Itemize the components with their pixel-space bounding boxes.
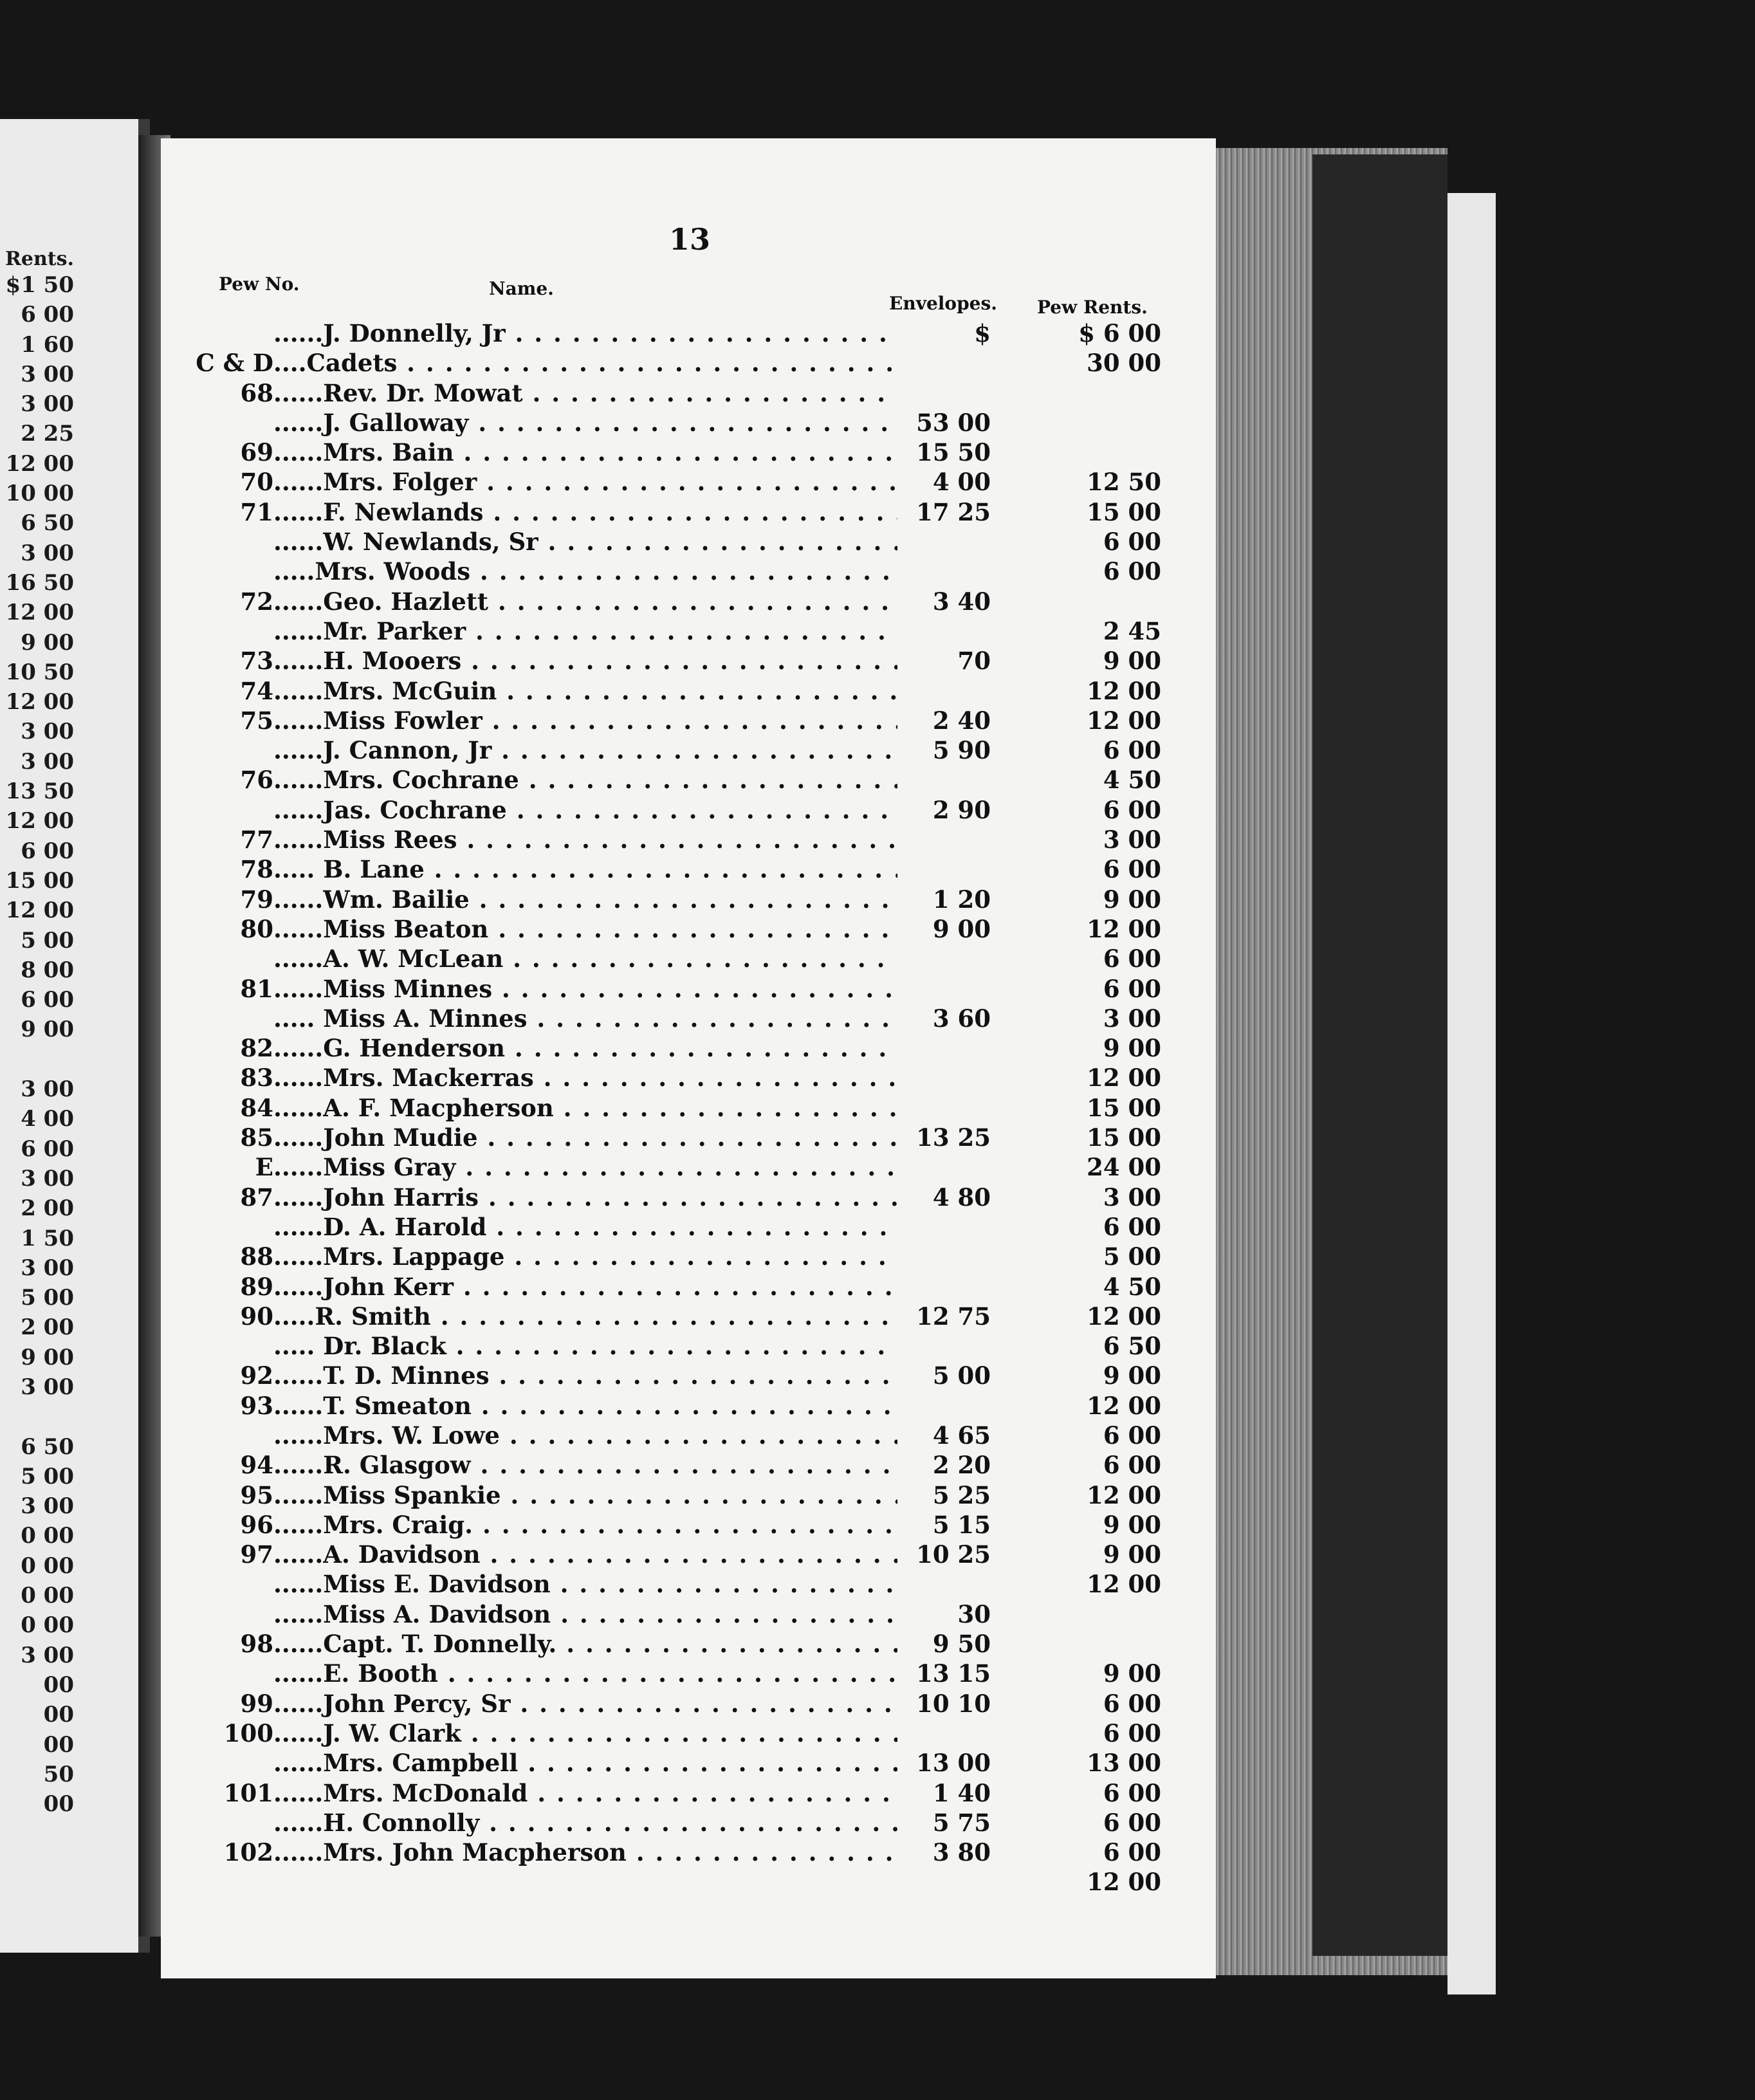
member-name: ......Wm. Bailie . . . <box>273 885 897 914</box>
member-name: ......J. W. Clark . . . <box>273 1718 897 1748</box>
pew-rent-amount: 6 00 <box>1103 974 1161 1003</box>
previous-page-rent-amount: 3 00 <box>21 1255 74 1281</box>
previous-page-rent-amount: 0 00 <box>21 1583 74 1609</box>
pew-rent-amount: 24 00 <box>1087 1153 1161 1182</box>
pew-rent-amount: 6 50 <box>1103 1332 1161 1361</box>
pew-rent-amount: 6 00 <box>1103 557 1161 586</box>
ledger-row <box>0 1183 1209 1212</box>
envelopes-amount: 3 60 <box>932 1004 991 1033</box>
ledger-row <box>0 1569 1209 1599</box>
ledger-row <box>0 587 1209 616</box>
previous-page-rent-amount: $1 50 <box>5 272 74 298</box>
pew-rent-amount: 12 00 <box>1087 1302 1161 1331</box>
pew-number: 81 <box>240 974 273 1003</box>
pew-number: 75 <box>240 706 273 735</box>
pew-number: 68 <box>240 378 273 407</box>
member-name: ......Jas. Cochrane . . . <box>273 795 897 825</box>
envelopes-amount: 4 65 <box>932 1421 991 1450</box>
ledger-row <box>0 885 1209 914</box>
ledger-row <box>0 1361 1209 1390</box>
previous-page-rent-amount: 3 00 <box>21 1493 74 1520</box>
pew-rent-amount: 6 00 <box>1103 795 1161 824</box>
member-name: ......Geo. Hazlett . . . <box>273 587 897 616</box>
ledger-row <box>0 974 1209 1004</box>
member-name: ..... Miss A. Minnes . . . <box>273 1004 897 1033</box>
pew-rent-amount: 6 00 <box>1103 1838 1161 1867</box>
ledger-row <box>0 497 1209 527</box>
envelopes-amount: 13 00 <box>916 1749 991 1778</box>
pew-number-header: Pew No. <box>219 273 300 295</box>
ledger-row <box>0 646 1209 676</box>
ledger-row <box>0 1272 1209 1302</box>
member-name: ......Mr. Parker . . . <box>273 616 897 646</box>
envelopes-amount: 1 20 <box>932 885 991 914</box>
ledger-row <box>0 944 1209 973</box>
pew-number: 72 <box>240 587 273 616</box>
member-name: ......Mrs. Folger . . . <box>273 467 897 497</box>
previous-page-rent-amount: 3 00 <box>21 1165 74 1192</box>
member-name: ......Mrs. McDonald . . . <box>273 1778 897 1808</box>
member-name: ......Miss Fowler . . . <box>273 706 897 735</box>
ledger-row <box>0 1480 1209 1510</box>
envelopes-amount: 2 20 <box>932 1451 991 1480</box>
ledger-row <box>0 825 1209 854</box>
ledger-row <box>0 1867 1209 1897</box>
previous-page-rent-amount: 12 00 <box>5 450 74 477</box>
member-name: ......John Harris . . . <box>273 1183 897 1212</box>
member-name: ......A. Davidson . . . <box>273 1540 897 1569</box>
pew-rent-amount: 12 00 <box>1087 1570 1161 1599</box>
pew-number: 99 <box>240 1689 273 1718</box>
ledger-row <box>0 676 1209 706</box>
member-name: ......Miss Rees . . . <box>273 825 897 854</box>
member-name: ......F. Newlands . . . <box>273 497 897 527</box>
envelopes-amount: $ <box>974 319 991 347</box>
previous-page-rent-amount: 3 00 <box>21 540 74 566</box>
envelopes-amount: 2 40 <box>932 706 991 735</box>
pew-rent-amount: 9 00 <box>1103 1659 1161 1688</box>
previous-page-rent-amount: 9 00 <box>21 1017 74 1043</box>
pew-rent-amount: 9 00 <box>1103 1510 1161 1539</box>
pew-rent-amount: 12 00 <box>1087 1064 1161 1092</box>
ledger-entries <box>0 318 1209 1897</box>
member-name: ......H. Mooers . . . <box>273 646 897 676</box>
book-block-shadow <box>1312 154 1447 1956</box>
pew-number: 93 <box>240 1391 273 1420</box>
pew-rent-amount: 6 00 <box>1103 1808 1161 1837</box>
pew-rent-amount: 3 00 <box>1103 825 1161 854</box>
ledger-row <box>0 408 1209 438</box>
previous-page-rent-amount: 6 50 <box>21 510 74 537</box>
pew-rent-amount: 6 00 <box>1103 944 1161 973</box>
ledger-row <box>0 1778 1209 1808</box>
previous-page-rent-amount: 4 00 <box>21 1106 74 1132</box>
ledger-row <box>0 1242 1209 1271</box>
previous-page-rent-amount: 3 00 <box>21 1374 74 1400</box>
ledger-row <box>0 1718 1209 1748</box>
pew-rent-amount: 6 00 <box>1103 1421 1161 1450</box>
pew-number: 94 <box>240 1451 273 1480</box>
envelopes-amount: 13 25 <box>916 1123 991 1152</box>
previous-page-rent-amount: 0 00 <box>21 1552 74 1579</box>
envelopes-amount: 13 15 <box>916 1659 991 1688</box>
pew-number: 84 <box>240 1093 273 1122</box>
ledger-row <box>0 1063 1209 1092</box>
pew-number: 100 <box>223 1718 273 1747</box>
member-name: ......Mrs. Campbell . . . <box>273 1748 897 1778</box>
previous-page-rent-amount: 3 00 <box>21 361 74 387</box>
member-name: ......John Kerr . . . <box>273 1272 897 1302</box>
member-name: .....R. Smith . . . <box>273 1302 897 1331</box>
ledger-row <box>0 1421 1209 1450</box>
pew-rent-amount: 5 00 <box>1103 1242 1161 1271</box>
envelopes-amount: 3 80 <box>932 1838 991 1867</box>
ledger-row <box>0 1152 1209 1182</box>
previous-page-rent-amount: 0 00 <box>21 1612 74 1639</box>
previous-page-rent-amount: 16 50 <box>5 569 74 596</box>
ledger-row <box>0 1599 1209 1629</box>
previous-page-rent-amount: 0 00 <box>21 1523 74 1549</box>
member-name: .....Mrs. Woods . . . <box>273 557 897 586</box>
envelopes-amount: 17 25 <box>916 497 991 526</box>
ledger-row <box>0 467 1209 497</box>
member-name: ....Cadets . . . <box>273 348 897 378</box>
member-name: ......T. D. Minnes . . . <box>273 1361 897 1390</box>
envelopes-amount: 70 <box>957 647 991 676</box>
pew-number: 102 <box>223 1838 273 1867</box>
ledger-row <box>0 1033 1209 1063</box>
ledger-row <box>0 438 1209 467</box>
envelopes-amount: 30 <box>957 1599 991 1628</box>
member-name: ..... Dr. Black . . . <box>273 1331 897 1361</box>
pew-rent-amount: 9 00 <box>1103 647 1161 676</box>
previous-page-rent-amount: 12 00 <box>5 898 74 924</box>
previous-page-rent-amount: 3 00 <box>21 748 74 775</box>
member-name: ......J. Donnelly, Jr . . . <box>273 318 897 348</box>
pew-rent-amount: 12 00 <box>1087 914 1161 943</box>
member-name: ......J. Cannon, Jr . . . <box>273 735 897 765</box>
ledger-row <box>0 1331 1209 1361</box>
pew-rent-amount: 15 00 <box>1087 497 1161 526</box>
ledger-row <box>0 616 1209 646</box>
ledger-row <box>0 854 1209 884</box>
member-name: ......Miss Spankie . . . <box>273 1480 897 1510</box>
previous-page-rent-amount: 00 <box>43 1791 74 1818</box>
member-name: ......Mrs. Lappage . . . <box>273 1242 897 1271</box>
previous-page-rent-amount: 3 00 <box>21 391 74 418</box>
previous-page-rent-amount: 6 00 <box>21 1136 74 1162</box>
pew-rent-amount: 6 00 <box>1103 1718 1161 1747</box>
previous-page-rent-amount: 5 00 <box>21 1463 74 1489</box>
previous-page-rent-amount: 3 00 <box>21 1642 74 1668</box>
pew-rent-amount: 15 00 <box>1087 1093 1161 1122</box>
previous-page-rent-amount: 00 <box>43 1672 74 1698</box>
pew-number: 90 <box>240 1302 273 1331</box>
envelopes-header: Envelopes. <box>889 293 997 314</box>
pew-rent-amount: 12 00 <box>1087 1480 1161 1509</box>
envelopes-amount: 5 75 <box>932 1808 991 1837</box>
pew-number: 88 <box>240 1242 273 1271</box>
previous-page-rent-amount: 10 00 <box>5 481 74 507</box>
pew-rent-amount: 9 00 <box>1103 1361 1161 1390</box>
pew-number: 76 <box>240 766 273 795</box>
previous-page-rent-amount: 8 00 <box>21 957 74 983</box>
envelopes-amount: 3 40 <box>932 587 991 616</box>
member-name: ......Miss Minnes . . . <box>273 974 897 1004</box>
ledger-row <box>0 348 1209 378</box>
member-name: ......Miss A. Davidson . . . <box>273 1599 897 1629</box>
member-name: ......Capt. T. Donnelly. . . . <box>273 1629 897 1659</box>
ledger-row <box>0 1808 1209 1838</box>
member-name: ......W. Newlands, Sr . . . <box>273 527 897 557</box>
member-name: ......Miss E. Davidson . . . <box>273 1569 897 1599</box>
previous-page-rent-amount: 12 00 <box>5 600 74 626</box>
ledger-row <box>0 706 1209 735</box>
pew-number: 82 <box>240 1034 273 1063</box>
envelopes-amount: 5 15 <box>932 1510 991 1539</box>
back-cover <box>1447 193 1496 1994</box>
previous-page-rents-header: Rents. <box>5 248 74 270</box>
previous-page-rent-amount: 2 00 <box>21 1314 74 1341</box>
ledger-row <box>0 1391 1209 1421</box>
member-name: ......J. Galloway . . . <box>273 408 897 438</box>
envelopes-amount: 5 00 <box>932 1361 991 1390</box>
previous-page-rent-amount: 1 60 <box>21 331 74 358</box>
pew-rent-amount: 12 00 <box>1087 1391 1161 1420</box>
member-name: ......D. A. Harold . . . <box>273 1212 897 1242</box>
pew-rent-amount: 2 45 <box>1103 616 1161 645</box>
ledger-row <box>0 1540 1209 1569</box>
pew-number: 87 <box>240 1183 273 1211</box>
pew-rent-amount: 12 00 <box>1087 1868 1161 1897</box>
pew-number: 74 <box>240 676 273 705</box>
ledger-row <box>0 378 1209 408</box>
envelopes-amount: 9 00 <box>932 914 991 943</box>
pew-number: 96 <box>240 1510 273 1539</box>
previous-page-rent-amount: 12 00 <box>5 808 74 834</box>
pew-number: 80 <box>240 914 273 943</box>
pew-rent-amount: 9 00 <box>1103 1034 1161 1063</box>
previous-page-rent-amount: 12 00 <box>5 689 74 715</box>
member-name: ......G. Henderson . . . <box>273 1033 897 1063</box>
pew-number: 70 <box>240 468 273 497</box>
pew-rent-amount: 12 00 <box>1087 706 1161 735</box>
ledger-row <box>0 1123 1209 1152</box>
pew-rent-amount: 6 00 <box>1103 855 1161 884</box>
ledger-row <box>0 1093 1209 1123</box>
previous-page-rent-amount: 5 00 <box>21 1285 74 1311</box>
pew-number: 92 <box>240 1361 273 1390</box>
ledger-row <box>0 765 1209 795</box>
pew-rent-amount: 3 00 <box>1103 1004 1161 1033</box>
ledger-row <box>0 1629 1209 1659</box>
previous-page-rent-amount: 5 00 <box>21 927 74 953</box>
pew-rent-amount: 6 00 <box>1103 736 1161 765</box>
previous-page-rent-amount: 00 <box>43 1731 74 1758</box>
pew-number: 101 <box>223 1778 273 1807</box>
pew-rent-amount: 6 00 <box>1103 1451 1161 1480</box>
ledger-row <box>0 1510 1209 1540</box>
pew-rent-amount: 6 00 <box>1103 1689 1161 1718</box>
page-number: 13 <box>669 222 711 257</box>
pew-rent-amount: 4 50 <box>1103 1272 1161 1301</box>
member-name: ......John Percy, Sr . . . <box>273 1689 897 1718</box>
pew-rent-amount: 13 00 <box>1087 1749 1161 1778</box>
envelopes-amount: 5 25 <box>932 1480 991 1509</box>
member-name: ......R. Glasgow . . . <box>273 1450 897 1480</box>
envelopes-amount: 10 10 <box>916 1689 991 1718</box>
member-name: ......H. Connolly . . . <box>273 1808 897 1838</box>
ledger-row <box>0 1689 1209 1718</box>
previous-page-rent-amount: 2 25 <box>21 421 74 447</box>
previous-page-rent-amount: 1 50 <box>21 1225 74 1251</box>
pew-rents-header: Pew Rents. <box>1037 297 1148 318</box>
previous-page-rent-amount: 3 00 <box>21 719 74 745</box>
pew-number: 71 <box>240 497 273 526</box>
pew-number: 85 <box>240 1123 273 1152</box>
envelopes-amount: 12 75 <box>916 1302 991 1331</box>
pew-number: E <box>255 1153 273 1182</box>
pew-rent-amount: 30 00 <box>1087 349 1161 378</box>
ledger-row <box>0 1450 1209 1480</box>
previous-page-rent-amount: 50 <box>43 1761 74 1787</box>
ledger-row <box>0 1748 1209 1778</box>
member-name: ......Miss Beaton . . . <box>273 914 897 944</box>
envelopes-amount: 15 50 <box>916 438 991 467</box>
previous-page-rent-amount: 3 00 <box>21 1076 74 1103</box>
pew-rent-amount: 12 00 <box>1087 676 1161 705</box>
pew-number: 95 <box>240 1480 273 1509</box>
envelopes-amount: 53 00 <box>916 408 991 437</box>
previous-page-rent-amount: 10 50 <box>5 659 74 685</box>
pew-number: C & D <box>196 349 273 378</box>
member-name: ......John Mudie . . . <box>273 1123 897 1152</box>
previous-page-rent-amount: 13 50 <box>5 778 74 805</box>
ledger-row <box>0 735 1209 765</box>
ledger-row <box>0 1659 1209 1688</box>
ledger-row <box>0 318 1209 348</box>
member-name: ..... B. Lane . . . <box>273 854 897 884</box>
ledger-row <box>0 527 1209 557</box>
envelopes-amount: 4 80 <box>932 1183 991 1211</box>
envelopes-amount: 1 40 <box>932 1778 991 1807</box>
ledger-row <box>0 1212 1209 1242</box>
pew-number: 69 <box>240 438 273 467</box>
member-name: ......Mrs. Cochrane . . . <box>273 765 897 795</box>
envelopes-amount: 4 00 <box>932 468 991 497</box>
pew-rent-amount: 6 00 <box>1103 528 1161 557</box>
member-name: ......Mrs. McGuin . . . <box>273 676 897 706</box>
member-name: ......A. W. McLean . . . <box>273 944 897 973</box>
previous-page-rent-amount: 9 00 <box>21 629 74 656</box>
pew-rent-amount: 9 00 <box>1103 1540 1161 1569</box>
pew-rent-amount: 6 00 <box>1103 1778 1161 1807</box>
member-name: ......A. F. Macpherson . . . <box>273 1093 897 1123</box>
member-name: ......E. Booth . . . <box>273 1659 897 1688</box>
member-name: ......Mrs. Mackerras . . . <box>273 1063 897 1092</box>
ledger-row <box>0 795 1209 825</box>
previous-page-rent-amount: 00 <box>43 1702 74 1728</box>
envelopes-amount: 9 50 <box>932 1630 991 1659</box>
pew-rent-amount: 9 00 <box>1103 885 1161 914</box>
member-name: ......Mrs. Craig. . . . <box>273 1510 897 1540</box>
pew-rent-amount: 12 50 <box>1087 468 1161 497</box>
pew-number: 97 <box>240 1540 273 1569</box>
name-header: Name. <box>489 278 554 299</box>
pew-rent-amount: 15 00 <box>1087 1123 1161 1152</box>
previous-page-rent-amount: 6 50 <box>21 1433 74 1460</box>
member-name: ......Rev. Dr. Mowat . . . <box>273 378 897 408</box>
pew-number: 79 <box>240 885 273 914</box>
pew-number: 78 <box>240 855 273 884</box>
member-name: ......Mrs. Bain . . . <box>273 438 897 467</box>
pew-number: 73 <box>240 647 273 676</box>
previous-page-rent-amount: 6 00 <box>21 302 74 328</box>
member-name: ......T. Smeaton . . . <box>273 1391 897 1421</box>
ledger-row <box>0 914 1209 944</box>
pew-rent-amount: 6 00 <box>1103 1212 1161 1241</box>
pew-number: 77 <box>240 825 273 854</box>
member-name: ......Mrs. John Macpherson . . . <box>273 1838 897 1867</box>
previous-page-rent-amount: 9 00 <box>21 1344 74 1370</box>
pew-rent-amount: $ 6 00 <box>1078 319 1161 347</box>
pew-number: 89 <box>240 1272 273 1301</box>
pew-rent-amount: 3 00 <box>1103 1183 1161 1211</box>
pew-number: 83 <box>240 1064 273 1092</box>
ledger-row <box>0 557 1209 586</box>
ledger-row <box>0 1302 1209 1331</box>
ledger-row <box>0 1838 1209 1867</box>
envelopes-amount: 10 25 <box>916 1540 991 1569</box>
ledger-row <box>0 1004 1209 1033</box>
previous-page-rent-amount: 15 00 <box>5 867 74 894</box>
previous-page-rent-amount: 2 00 <box>21 1195 74 1222</box>
pew-number: 98 <box>240 1630 273 1659</box>
pew-rent-amount: 4 50 <box>1103 766 1161 795</box>
previous-page-rent-amount: 6 00 <box>21 838 74 864</box>
member-name: ......Mrs. W. Lowe . . . <box>273 1421 897 1450</box>
envelopes-amount: 2 90 <box>932 795 991 824</box>
previous-page-rent-amount: 6 00 <box>21 987 74 1013</box>
member-name: ......Miss Gray . . . <box>273 1152 897 1182</box>
envelopes-amount: 5 90 <box>932 736 991 765</box>
